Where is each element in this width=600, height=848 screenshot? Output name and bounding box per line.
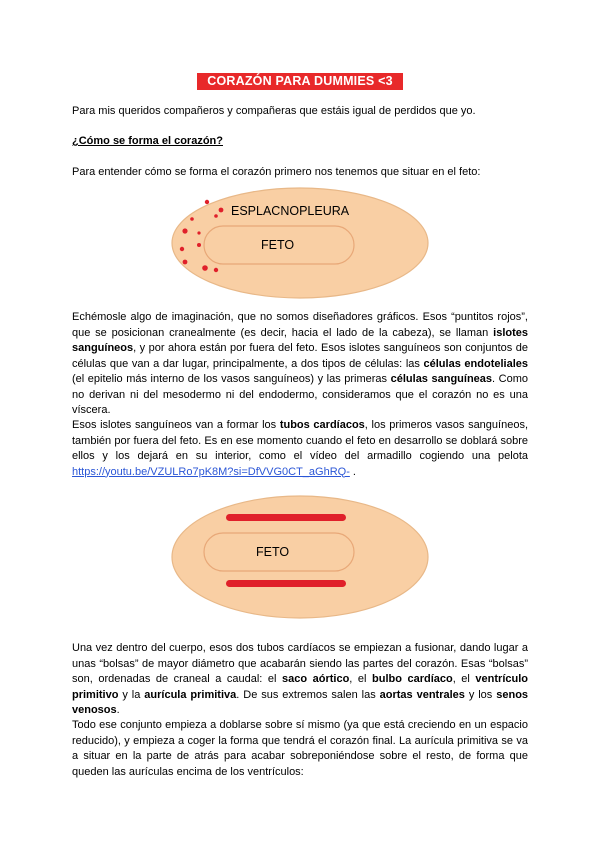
blood-island [214,214,218,218]
term-auricula-primitiva: aurícula primitiva [144,688,237,701]
text-run: , el [349,673,372,685]
figure-1-svg [170,186,430,300]
blood-island [214,268,218,272]
text-run: , los primeros vasos sanguíneos, también por fuera del feto. Es en ese momento cuando el feto en desarrollo se doblará sobre ellos y los dejará en su interior, como el vídeo del armadillo cogiendo una pelota [72,419,529,462]
text-run: , y por ahora están por fuera del feto. Esos islotes sanguíneos son conjuntos de células que van a dar lugar, principalmente, a dos tipos de células: las [72,342,528,370]
paragraph-blood-islands [72,310,528,419]
term-celulas-sanguineas: células sanguíneas [390,373,493,385]
text-run: y los [464,688,497,701]
section-heading: ¿Cómo se forma el corazón? [72,135,223,147]
blood-island [219,208,224,213]
figure-cardiac-tubes [170,495,430,620]
cardiac-tube-lower [226,580,346,587]
title-container [0,72,600,90]
paragraph-heart-parts [72,641,528,719]
blood-island [197,231,200,234]
paragraph-heart-folding: Todo ese conjunto empieza a doblarse sobre sí mismo (ya que está creciendo en un espacio reducido), y empieza a coger la forma que tendrá el corazón final. La aurícula primitiva se va a situar en la parte de atrás para acabar sobreponiéndose sobre el resto, de forma que queden las aurículas encima de los ventrículos: [72,719,528,778]
armadillo-video-link[interactable]: https://youtu.be/VZULRo7pK8M?si=DfVVG0CT_aGhRQ- [72,465,350,478]
lead-paragraph: Para entender cómo se forma el corazón primero nos tenemos que situar en el feto: [72,166,481,178]
term-bulbo-cardiaco: bulbo cardíaco [372,673,453,685]
figure-2-svg [170,495,430,620]
document-title: CORAZÓN PARA DUMMIES <3 [197,73,403,90]
feto-label: FETO [261,238,295,252]
term-aortas-ventrales: aortas ventrales [379,688,465,701]
intro-paragraph: Para mis queridos compañeros y compañeras que estáis igual de perdidos que yo. [72,105,476,117]
text-run: . [349,465,356,478]
term-saco-aortico: saco aórtico [282,673,350,685]
text-run: . [116,704,120,716]
cardiac-tube-upper [226,514,346,521]
blood-island [205,200,209,204]
text-run: , el [452,673,476,685]
text-run: Una vez dentro del cuerpo, esos dos tubos cardíacos se empiezan a fusionar, dando lugar a unas “bolsas” de mayor diámetro que acabarán siendo las partes del corazón. Esas “bolsas” son, ordenadas de craneal a caudal: el [72,642,528,685]
blood-island [202,265,208,271]
blood-island [190,217,194,221]
term-celulas-endoteliales: células endoteliales [423,357,529,370]
esplacnopleura-label: ESPLACNOPLEURA [231,204,350,218]
text-run: Echémosle algo de imaginación, que no somos diseñadores gráficos. Esos “puntitos rojos”, que se posicionan cranealmente (es decir, hacia el lado de la cabeza), se llaman [72,311,528,339]
blood-island [180,247,184,251]
text-run: . Como no derivan ni del mesodermo ni del endodermo, consideramos que el corazón no es una víscera. [72,373,528,416]
blood-island [182,228,187,233]
text-run: (el epitelio más interno de los vasos sanguíneos) y las primeras [72,373,391,385]
term-ventriculo-primitivo: ventrículo primitivo [72,673,528,701]
term-islotes-sanguineos: islotes sanguíneos [72,326,528,354]
blood-island [197,243,201,247]
paragraph-cardiac-tubes [72,418,528,480]
text-run: y la [118,688,145,701]
text-run: . De sus extremos salen las [236,688,380,701]
blood-island [183,260,188,265]
feto-label: FETO [256,545,290,559]
term-senos-venosos: senos venosos [72,688,529,716]
term-tubos-cardiacos: tubos cardíacos [279,419,365,431]
text-run: Esos islotes sanguíneos van a formar los [72,419,280,431]
figure-embryo-islands [170,186,430,300]
